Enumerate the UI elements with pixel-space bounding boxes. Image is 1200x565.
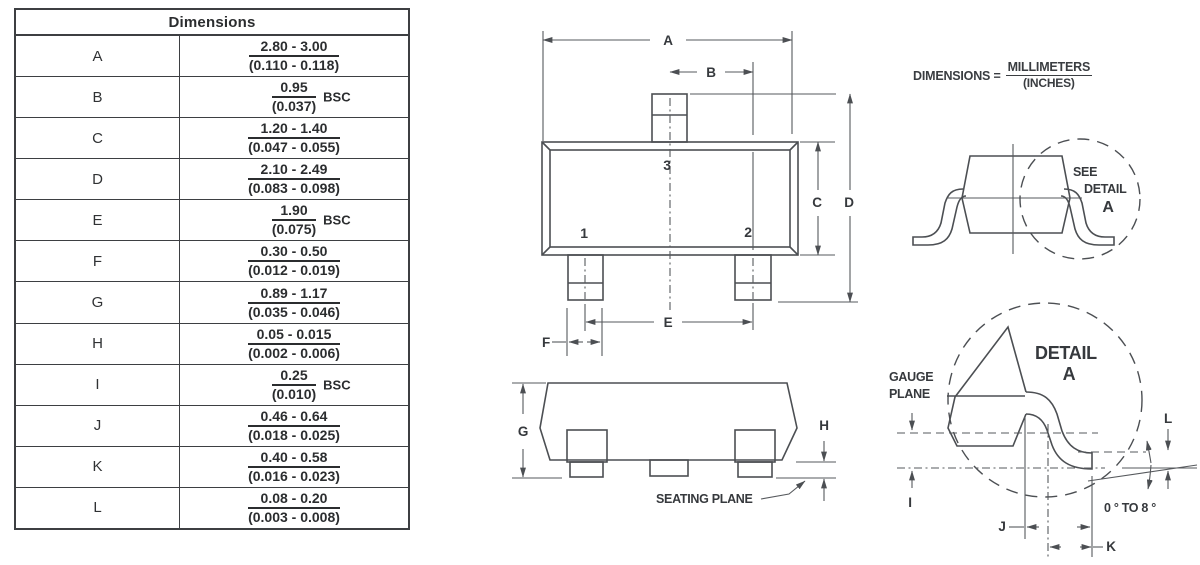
dim-value-cell [180, 118, 408, 158]
dim-value-cell [180, 36, 408, 76]
table-title: Dimensions [16, 10, 408, 36]
dim-letter-cell: L [16, 488, 180, 528]
dim-j-label: J [998, 519, 1006, 534]
dim-letter-cell: I [16, 365, 180, 405]
table-row [16, 282, 408, 323]
dim-letter-cell: E [16, 200, 180, 240]
mm-value: 0.46 - 0.64 [248, 409, 340, 427]
top-view [542, 31, 858, 356]
side-view-body [540, 383, 797, 477]
dim-value-cell [180, 77, 408, 117]
dim-letter-cell: B [16, 77, 180, 117]
dim-value-cell [180, 488, 408, 528]
inch-value: (0.012 - 0.019) [248, 262, 340, 279]
dim-a-label: A [663, 33, 673, 48]
table-row [16, 118, 408, 159]
inch-value: (0.037) [271, 98, 317, 115]
bsc-label: BSC [323, 212, 351, 228]
gauge-plane-label-2: PLANE [889, 387, 930, 401]
dim-value-cell [180, 282, 408, 322]
dim-value-cell [180, 324, 408, 364]
units-millimeters: MILLIMETERS [1007, 60, 1091, 74]
inch-value: (0.047 - 0.055) [248, 139, 340, 156]
dim-letter-cell: G [16, 282, 180, 322]
gauge-plane-callout [897, 413, 1098, 433]
dim-letter-cell: D [16, 159, 180, 199]
detail-a-view [889, 303, 1197, 557]
dim-letter-cell: K [16, 447, 180, 487]
pin-1-label: 1 [580, 225, 588, 241]
dim-f-label: F [542, 335, 550, 350]
dim-letter-cell: H [16, 324, 180, 364]
lead-angle [1147, 441, 1151, 489]
side-view [512, 383, 836, 506]
dim-b-label: B [706, 65, 716, 80]
dim-letter-cell: J [16, 406, 180, 446]
units-prefix: DIMENSIONS = [913, 68, 1001, 83]
table-row [16, 200, 408, 241]
dim-k-label: K [1106, 539, 1116, 554]
table-row [16, 365, 408, 406]
dim-letter-cell: F [16, 241, 180, 281]
mm-value: 1.20 - 1.40 [248, 121, 340, 139]
dim-letter-cell: C [16, 118, 180, 158]
dim-c-label: C [812, 195, 822, 210]
dimension-l [1078, 429, 1197, 489]
dim-l-label: L [1164, 411, 1172, 426]
dim-i-label: I [908, 495, 912, 510]
mm-value: 0.95 [272, 80, 316, 98]
detail-a-title-letter: A [1062, 364, 1076, 384]
mm-value: 0.30 - 0.50 [248, 244, 340, 262]
table-row [16, 406, 408, 447]
dim-value-cell [180, 200, 408, 240]
bsc-label: BSC [323, 89, 351, 105]
dimensions-table [14, 8, 410, 530]
dim-e-label: E [663, 315, 673, 330]
dim-d-label: D [844, 195, 854, 210]
dim-value-cell [180, 159, 408, 199]
inch-value: (0.035 - 0.046) [248, 303, 340, 320]
dimension-h [776, 441, 836, 501]
lead-angle-label: 0 ° TO 8 ° [1104, 501, 1156, 515]
table-row [16, 324, 408, 365]
dim-value-cell [180, 241, 408, 281]
inch-value: (0.075) [271, 221, 317, 238]
table-row [16, 36, 408, 77]
inch-value: (0.010) [271, 385, 317, 402]
dimension-d [690, 94, 858, 302]
mm-value: 1.90 [272, 203, 316, 221]
seating-plane-callout [761, 481, 805, 499]
dim-letter-cell: A [16, 36, 180, 76]
table-row [16, 488, 408, 528]
table-row [16, 447, 408, 488]
inch-value: (0.003 - 0.008) [248, 508, 340, 525]
end-view-body [913, 144, 1114, 254]
pin-3-label: 3 [663, 157, 671, 173]
inch-value: (0.110 - 0.118) [248, 57, 340, 74]
dim-value-cell [180, 406, 408, 446]
inch-value: (0.016 - 0.023) [248, 467, 340, 484]
dim-h-label: H [819, 418, 829, 433]
dimension-f [552, 308, 602, 356]
dimension-i [897, 468, 1105, 488]
inch-value: (0.002 - 0.006) [248, 344, 340, 361]
table-row [16, 77, 408, 118]
top-view-body [542, 94, 798, 312]
dim-g-label: G [517, 424, 529, 439]
inch-value: (0.018 - 0.025) [248, 426, 340, 443]
package-drawing-svg [430, 0, 1200, 565]
mm-value: 0.89 - 1.17 [248, 286, 340, 304]
detail-a-title: DETAIL [1035, 343, 1097, 363]
dimension-b [670, 62, 753, 250]
pin-2-label: 2 [744, 224, 752, 240]
dim-value-cell [180, 365, 408, 405]
mm-value: 0.40 - 0.58 [248, 450, 340, 468]
bsc-label: BSC [323, 377, 351, 393]
mm-value: 2.80 - 3.00 [249, 39, 339, 57]
see-detail-detail: DETAIL [1084, 182, 1127, 196]
see-detail-a: A [1102, 199, 1114, 216]
see-detail-see: SEE [1073, 165, 1098, 179]
mm-value: 2.10 - 2.49 [248, 162, 340, 180]
mm-value: 0.05 - 0.015 [248, 327, 340, 345]
inch-value: (0.083 - 0.098) [248, 180, 340, 197]
units-inches: (INCHES) [1022, 76, 1075, 90]
table-row [16, 241, 408, 282]
mm-value: 0.25 [272, 368, 316, 386]
table-row [16, 159, 408, 200]
seating-plane-label: SEATING PLANE [656, 492, 753, 506]
gauge-plane-label-1: GAUGE [889, 370, 934, 384]
mm-value: 0.08 - 0.20 [248, 491, 340, 509]
end-view [913, 139, 1140, 259]
dim-value-cell [180, 447, 408, 487]
